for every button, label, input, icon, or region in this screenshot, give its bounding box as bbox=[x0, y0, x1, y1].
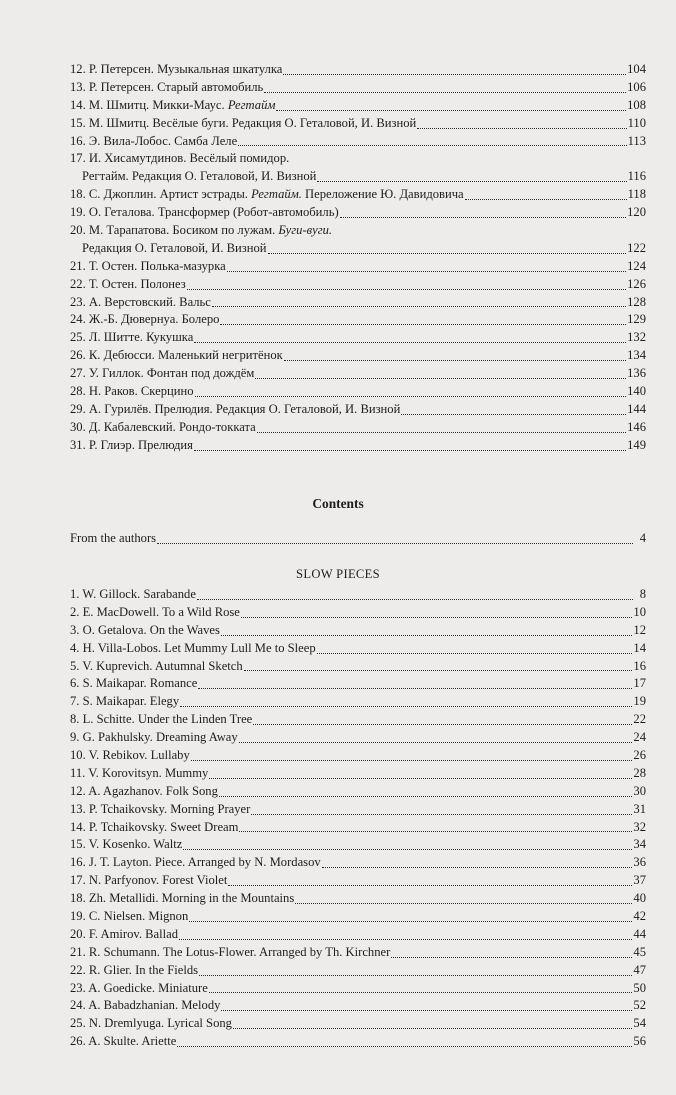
toc-entry-title bbox=[70, 622, 220, 640]
toc-entry-page: 4 bbox=[639, 530, 646, 545]
toc-entry-page: 22 bbox=[633, 712, 646, 727]
toc-entry bbox=[70, 276, 646, 294]
toc-entry bbox=[70, 383, 646, 401]
toc-entry bbox=[70, 347, 646, 365]
toc-entry-number: 3. bbox=[70, 622, 80, 637]
toc-entry-title bbox=[70, 962, 198, 980]
leader-dots bbox=[255, 366, 626, 379]
toc-entry-page: 32 bbox=[633, 819, 646, 834]
toc-entry bbox=[70, 783, 646, 801]
toc-entry bbox=[70, 944, 646, 962]
toc-entry bbox=[70, 729, 646, 747]
toc-entry-text: J. T. Layton. Piece. Arranged by N. Mordasov bbox=[88, 855, 321, 870]
toc-entry-text: V. Kuprevich. Autumnal Sketch bbox=[82, 658, 243, 673]
toc-entry-page: 36 bbox=[633, 855, 646, 870]
toc-entry bbox=[70, 962, 646, 980]
leader-dots bbox=[391, 945, 632, 958]
toc-entry bbox=[70, 819, 646, 837]
toc-entry-page: 12 bbox=[633, 622, 646, 637]
toc-entry-title bbox=[70, 1033, 176, 1051]
toc-entry bbox=[70, 604, 646, 622]
toc-entry-text: V. Korovitsyn. Mummy bbox=[88, 765, 209, 780]
toc-entry-number: 2. bbox=[70, 604, 80, 619]
toc-entry-page: 122 bbox=[627, 240, 646, 255]
toc-entry-page: 50 bbox=[633, 980, 646, 995]
toc-entry-title bbox=[70, 908, 188, 926]
toc-entry-number: 12. bbox=[70, 783, 86, 798]
toc-entry-number: 16. bbox=[70, 133, 86, 148]
toc-entry bbox=[70, 765, 646, 783]
leader-dots bbox=[191, 748, 633, 761]
toc-entry-number: 24. bbox=[70, 998, 86, 1013]
toc-entry-text: Н. Раков. Скерцино bbox=[88, 384, 194, 399]
toc-entry-text: S. Maikapar. Romance bbox=[82, 676, 198, 691]
toc-entry-text: А. Верстовский. Вальс bbox=[88, 294, 211, 309]
toc-entry-text: И. Хисамутдинов. Весёлый помидор. bbox=[88, 151, 290, 166]
toc-entry bbox=[70, 222, 646, 240]
leader-dots bbox=[212, 294, 626, 307]
toc-entry-title bbox=[70, 97, 275, 115]
toc-entry-continuation-text: Регтайм. Редакция О. Геталовой, И. Визной bbox=[82, 169, 317, 184]
toc-entry-genre: Регтайм bbox=[227, 97, 276, 112]
toc-entry-page: 45 bbox=[633, 944, 646, 959]
toc-entry-number: 21. bbox=[70, 944, 86, 959]
leader-dots bbox=[340, 205, 626, 218]
leader-dots bbox=[401, 402, 626, 415]
toc-entry bbox=[70, 890, 646, 908]
toc-entry-page: 108 bbox=[627, 97, 646, 112]
toc-entry-number: 4. bbox=[70, 640, 80, 655]
toc-entry-number: 17. bbox=[70, 151, 86, 166]
leader-dots bbox=[220, 312, 626, 325]
toc-entry-title bbox=[70, 836, 182, 854]
toc-entry-text: A. Agazhanov. Folk Song bbox=[88, 783, 218, 798]
toc-entry-text: R. Schumann. The Lotus-Flower. Arranged by Th. Kirchner bbox=[88, 944, 391, 959]
leader-dots bbox=[264, 80, 626, 93]
contents-heading: Contents bbox=[312, 496, 364, 511]
toc-entry bbox=[70, 97, 646, 115]
toc-entry-title bbox=[70, 604, 240, 622]
toc-entry bbox=[70, 61, 646, 79]
leader-dots bbox=[253, 712, 632, 725]
toc-entry-title bbox=[70, 204, 339, 222]
toc-entry-title bbox=[70, 437, 193, 455]
toc-entry bbox=[70, 437, 646, 455]
toc-entry bbox=[70, 926, 646, 944]
leader-dots bbox=[276, 98, 626, 111]
toc-entry-title bbox=[70, 276, 186, 294]
toc-entry-number: 13. bbox=[70, 801, 86, 816]
toc-entry-page: 8 bbox=[639, 586, 646, 601]
toc-entry-text: S. Maikapar. Elegy bbox=[82, 694, 180, 709]
toc-entry-number: 5. bbox=[70, 658, 80, 673]
toc-entry-title bbox=[70, 1015, 232, 1033]
leader-dots bbox=[189, 909, 632, 922]
toc-entry-page: 113 bbox=[627, 133, 646, 148]
toc-entry-page: 144 bbox=[627, 401, 646, 416]
toc-entry-text: N. Parfyonov. Forest Violet bbox=[88, 873, 228, 888]
toc-entry-text: R. Glier. In the Fields bbox=[88, 962, 199, 977]
toc-entry-number: 7. bbox=[70, 694, 80, 709]
toc-entry-page: 132 bbox=[627, 330, 646, 345]
toc-entry-text: Zh. Metallidi. Morning in the Mountains bbox=[88, 891, 295, 906]
toc-entry-number: 14. bbox=[70, 819, 86, 834]
toc-entry-text: P. Tchaikovsky. Morning Prayer bbox=[88, 801, 251, 816]
leader-dots bbox=[244, 658, 633, 671]
toc-entry-page: 104 bbox=[627, 61, 646, 76]
toc-entry-number: 17. bbox=[70, 873, 86, 888]
toc-entry bbox=[70, 186, 646, 204]
toc-entry-page: 106 bbox=[627, 79, 646, 94]
toc-entry-page: 16 bbox=[633, 658, 646, 673]
toc-entry-number: 10. bbox=[70, 748, 86, 762]
toc-entry-text: V. Rebikov. Lullaby bbox=[88, 748, 190, 762]
toc-entry bbox=[70, 365, 646, 383]
toc-entry bbox=[70, 586, 646, 604]
toc-entry-page: 17 bbox=[633, 676, 646, 691]
leader-dots bbox=[179, 927, 632, 940]
leader-dots bbox=[194, 438, 626, 451]
leader-dots bbox=[209, 980, 633, 993]
toc-entry-number: 25. bbox=[70, 330, 86, 345]
toc-entry-title bbox=[70, 944, 390, 962]
toc-entry-page: 28 bbox=[633, 765, 646, 780]
toc-entry-title bbox=[70, 747, 190, 765]
toc-entry-genre: Регтайм. bbox=[251, 187, 302, 202]
toc-entry-page: 136 bbox=[627, 366, 646, 381]
toc-entry-page: 149 bbox=[627, 437, 646, 452]
leader-dots bbox=[197, 587, 633, 600]
toc-entry-page: 26 bbox=[633, 748, 646, 762]
toc-entry-page: 118 bbox=[627, 187, 646, 202]
toc-entry-title bbox=[70, 693, 179, 711]
toc-entry-text: М. Тарапатова. Босиком по лужам. bbox=[88, 223, 276, 238]
toc-entry-title bbox=[70, 133, 237, 151]
toc-entry bbox=[70, 258, 646, 276]
toc-entry bbox=[70, 836, 646, 854]
toc-entry-title bbox=[70, 890, 294, 908]
toc-entry-text: A. Goedicke. Miniature bbox=[88, 980, 208, 995]
toc-russian-list bbox=[70, 61, 646, 455]
toc-entry-number: 18. bbox=[70, 891, 86, 906]
leader-dots bbox=[239, 819, 632, 832]
leader-dots bbox=[238, 133, 626, 146]
leader-dots bbox=[322, 855, 633, 868]
toc-entry-text: Э. Вила-Лобос. Самба Леле bbox=[88, 133, 238, 148]
toc-entry-text: Т. Остен. Полонез bbox=[88, 276, 186, 291]
toc-entry-title bbox=[70, 926, 178, 944]
toc-entry-text: А. Гурилёв. Прелюдия. Редакция О. Геталовой, И. Визной bbox=[88, 401, 401, 416]
toc-entry-number: 23. bbox=[70, 294, 86, 309]
leader-dots bbox=[317, 169, 626, 182]
toc-entry bbox=[70, 675, 646, 693]
toc-entry-title bbox=[70, 365, 254, 383]
toc-entry-page: 126 bbox=[627, 276, 646, 291]
toc-entry-number: 1. bbox=[70, 586, 80, 601]
toc-entry bbox=[70, 1015, 646, 1033]
leader-dots bbox=[221, 998, 632, 1011]
toc-entry bbox=[70, 872, 646, 890]
toc-entry-title bbox=[70, 586, 196, 604]
leader-dots bbox=[194, 330, 626, 343]
toc-entry bbox=[70, 622, 646, 640]
toc-entry-title bbox=[70, 819, 238, 837]
toc-entry-title bbox=[70, 383, 194, 401]
toc-entry-page: 140 bbox=[627, 384, 646, 399]
toc-entry-title bbox=[70, 186, 464, 204]
toc-entry bbox=[70, 311, 646, 329]
toc-entry bbox=[70, 640, 646, 658]
toc-entry-title bbox=[70, 419, 256, 437]
leader-dots bbox=[183, 837, 632, 850]
leader-dots bbox=[177, 1034, 632, 1047]
toc-entry-text: С. Джоплин. Артист эстрады. bbox=[88, 187, 248, 202]
toc-entry bbox=[70, 204, 646, 222]
leader-dots bbox=[228, 873, 632, 886]
toc-entry-text: O. Getalova. On the Waves bbox=[82, 622, 220, 637]
toc-entry-title bbox=[70, 765, 208, 783]
toc-entry-text: М. Шмитц. Весёлые буги. Редакция О. Геталовой, И. Визной bbox=[88, 115, 417, 130]
toc-entry-title bbox=[70, 61, 282, 79]
toc-entry-page: 47 bbox=[633, 962, 646, 977]
toc-entry-text: H. Villa-Lobos. Let Mummy Lull Me to Sleep bbox=[82, 640, 316, 655]
toc-entry-page: 37 bbox=[633, 873, 646, 888]
toc-entry-number: 20. bbox=[70, 926, 86, 941]
toc-entry-number: 19. bbox=[70, 909, 86, 924]
toc-slow-pieces-list bbox=[70, 586, 646, 1051]
toc-entry-number: 19. bbox=[70, 205, 86, 220]
toc-entry-page: 124 bbox=[627, 258, 646, 273]
toc-entry-number: 23. bbox=[70, 980, 86, 995]
leader-dots bbox=[317, 641, 633, 654]
toc-entry-title bbox=[70, 658, 243, 676]
toc-entry-text: E. MacDowell. To a Wild Rose bbox=[82, 604, 240, 619]
toc-entry-text: A. Babadzhanian. Melody bbox=[88, 998, 221, 1013]
toc-entry-page: 56 bbox=[633, 1034, 646, 1049]
leader-dots bbox=[239, 730, 633, 743]
toc-entry-page: 44 bbox=[633, 926, 646, 941]
toc-entry-title bbox=[70, 294, 211, 312]
toc-entry-text: У. Гиллок. Фонтан под дождём bbox=[88, 366, 255, 381]
leader-dots bbox=[283, 62, 626, 75]
toc-entry-page: 31 bbox=[633, 801, 646, 816]
leader-dots bbox=[295, 891, 632, 904]
toc-entry-number: 29. bbox=[70, 401, 86, 416]
toc-entry-title bbox=[70, 997, 220, 1015]
toc-entry-text: W. Gillock. Sarabande bbox=[82, 586, 196, 601]
toc-entry-text: О. Геталова. Трансформер (Робот-автомобиль) bbox=[88, 205, 339, 220]
toc-entry-text: М. Шмитц. Микки-Маус. bbox=[88, 97, 225, 112]
toc-entry-title bbox=[70, 711, 252, 729]
toc-entry bbox=[70, 79, 646, 97]
toc-entry-page: 120 bbox=[627, 205, 646, 220]
toc-entry-page: 24 bbox=[633, 730, 646, 745]
leader-dots bbox=[284, 348, 626, 361]
toc-entry-title bbox=[70, 872, 227, 890]
toc-entry-number: 16. bbox=[70, 855, 86, 870]
toc-entry-text: Д. Кабалевский. Рондо-токката bbox=[88, 419, 256, 434]
toc-entry-number: 31. bbox=[70, 437, 86, 452]
toc-entry-page: 34 bbox=[633, 837, 646, 852]
toc-entry-continuation bbox=[70, 168, 646, 186]
toc-entry-number: 9. bbox=[70, 730, 80, 745]
toc-entry-text: C. Nielsen. Mignon bbox=[88, 909, 189, 924]
toc-entry-page: 19 bbox=[633, 694, 646, 709]
toc-entry-page: 40 bbox=[633, 891, 646, 906]
leader-dots bbox=[257, 420, 626, 433]
toc-entry-page: 42 bbox=[633, 909, 646, 924]
toc-from-authors bbox=[70, 530, 646, 548]
toc-entry-title bbox=[70, 401, 400, 419]
toc-entry bbox=[70, 854, 646, 872]
leader-dots bbox=[180, 694, 632, 707]
toc-entry-page: 52 bbox=[633, 998, 646, 1013]
leader-dots bbox=[465, 187, 627, 200]
toc-entry-text: P. Tchaikovsky. Sweet Dream bbox=[88, 819, 239, 834]
toc-entry-title: From the authors bbox=[70, 530, 157, 545]
toc-entry-page: 110 bbox=[627, 115, 646, 130]
toc-entry-title bbox=[70, 640, 316, 658]
toc-entry-text: V. Kosenko. Waltz bbox=[88, 837, 183, 852]
toc-entry-number: 24. bbox=[70, 312, 86, 327]
leader-dots bbox=[233, 1016, 632, 1029]
toc-entry-number: 26. bbox=[70, 348, 86, 363]
toc-entry-title bbox=[70, 329, 193, 347]
toc-entry-text: Р. Петерсен. Старый автомобиль bbox=[88, 79, 264, 94]
toc-entry-number: 18. bbox=[70, 187, 86, 202]
toc-entry bbox=[70, 133, 646, 151]
toc-entry bbox=[70, 329, 646, 347]
toc-entry-page: 30 bbox=[633, 783, 646, 798]
leader-dots bbox=[221, 623, 633, 636]
toc-entry-number: 21. bbox=[70, 258, 86, 273]
leader-dots bbox=[417, 116, 626, 129]
toc-entry-title bbox=[70, 151, 289, 165]
toc-entry-number: 27. bbox=[70, 366, 86, 381]
leader-dots bbox=[227, 259, 626, 272]
toc-entry-text: Л. Шитте. Кукушка bbox=[88, 330, 194, 345]
toc-entry-title bbox=[70, 115, 416, 133]
toc-entry-text: G. Pakhulsky. Dreaming Away bbox=[82, 730, 238, 745]
toc-entry-page: 14 bbox=[633, 640, 646, 655]
toc-entry-number: 6. bbox=[70, 676, 80, 691]
toc-entry-number: 13. bbox=[70, 79, 86, 94]
toc-entry-continuation bbox=[70, 240, 646, 258]
toc-entry-title bbox=[70, 854, 321, 872]
toc-entry-title bbox=[70, 79, 263, 97]
leader-dots bbox=[157, 531, 633, 544]
toc-entry-from-authors bbox=[70, 530, 646, 548]
toc-entry bbox=[70, 115, 646, 133]
toc-entry-number: 28. bbox=[70, 384, 86, 399]
toc-entry-number: 25. bbox=[70, 1016, 86, 1031]
toc-entry-text: Р. Глиэр. Прелюдия bbox=[88, 437, 193, 452]
toc-entry-page: 54 bbox=[633, 1016, 646, 1031]
toc-entry-title bbox=[70, 729, 238, 747]
toc-entry-title bbox=[70, 783, 218, 801]
leader-dots bbox=[219, 784, 633, 797]
toc-entry-number: 12. bbox=[70, 61, 86, 76]
toc-entry-page: 129 bbox=[627, 312, 646, 327]
leader-dots bbox=[241, 605, 633, 618]
toc-entry-number: 22. bbox=[70, 962, 86, 977]
leader-dots bbox=[268, 241, 627, 254]
toc-entry-number: 20. bbox=[70, 223, 86, 238]
toc-entry-genre: Буги-вуги. bbox=[278, 223, 333, 238]
toc-entry-text-after: Переложение Ю. Давидовича bbox=[305, 187, 464, 202]
toc-entry-text: L. Schitte. Under the Linden Tree bbox=[82, 712, 253, 727]
toc-entry-text: A. Skulte. Ariette bbox=[88, 1034, 177, 1049]
toc-entry bbox=[70, 747, 646, 765]
toc-entry bbox=[70, 150, 646, 168]
toc-entry-page: 10 bbox=[633, 604, 646, 619]
toc-entry-title bbox=[70, 347, 283, 365]
section-heading-slow-pieces: SLOW PIECES bbox=[296, 567, 380, 581]
toc-entry-title bbox=[70, 801, 250, 819]
toc-entry-text: Т. Остен. Полька-мазурка bbox=[88, 258, 226, 273]
toc-entry bbox=[70, 294, 646, 312]
toc-entry-number: 15. bbox=[70, 115, 86, 130]
leader-dots bbox=[251, 802, 632, 815]
toc-entry bbox=[70, 980, 646, 998]
toc-entry bbox=[70, 401, 646, 419]
toc-entry-title bbox=[70, 258, 226, 276]
toc-entry-title bbox=[70, 980, 208, 998]
toc-entry-continuation-text: Редакция О. Геталовой, И. Визной bbox=[82, 240, 267, 255]
toc-entry-number: 30. bbox=[70, 419, 86, 434]
toc-entry-text: F. Amirov. Ballad bbox=[88, 926, 179, 941]
toc-entry bbox=[70, 419, 646, 437]
leader-dots bbox=[198, 676, 632, 689]
toc-entry-title bbox=[70, 223, 332, 237]
toc-entry-number: 26. bbox=[70, 1034, 86, 1049]
toc-entry bbox=[70, 908, 646, 926]
toc-entry bbox=[70, 658, 646, 676]
toc-entry-number: 8. bbox=[70, 712, 80, 727]
toc-entry-text: К. Дебюсси. Маленький негритёнок bbox=[88, 348, 283, 363]
toc-entry bbox=[70, 693, 646, 711]
toc-entry-text: Ж.-Б. Дювернуа. Болеро bbox=[88, 312, 220, 327]
toc-entry-text: N. Dremlyuga. Lyrical Song bbox=[88, 1016, 232, 1031]
toc-entry-page: 128 bbox=[627, 294, 646, 309]
toc-entry bbox=[70, 997, 646, 1015]
toc-entry-title bbox=[70, 311, 219, 329]
leader-dots bbox=[209, 766, 632, 779]
toc-entry-text: Р. Петерсен. Музыкальная шкатулка bbox=[88, 61, 283, 76]
toc-entry bbox=[70, 801, 646, 819]
leader-dots bbox=[199, 963, 632, 976]
toc-entry-page: 146 bbox=[627, 419, 646, 434]
toc-entry-number: 22. bbox=[70, 276, 86, 291]
toc-entry-number: 15. bbox=[70, 837, 86, 852]
toc-entry-number: 11. bbox=[70, 765, 86, 780]
leader-dots bbox=[187, 277, 626, 290]
toc-entry-number: 14. bbox=[70, 97, 86, 112]
toc-entry-page: 134 bbox=[627, 348, 646, 363]
leader-dots bbox=[195, 384, 627, 397]
toc-entry bbox=[70, 711, 646, 729]
toc-entry bbox=[70, 1033, 646, 1051]
toc-entry-page: 116 bbox=[627, 169, 646, 184]
toc-entry-title bbox=[70, 675, 197, 693]
